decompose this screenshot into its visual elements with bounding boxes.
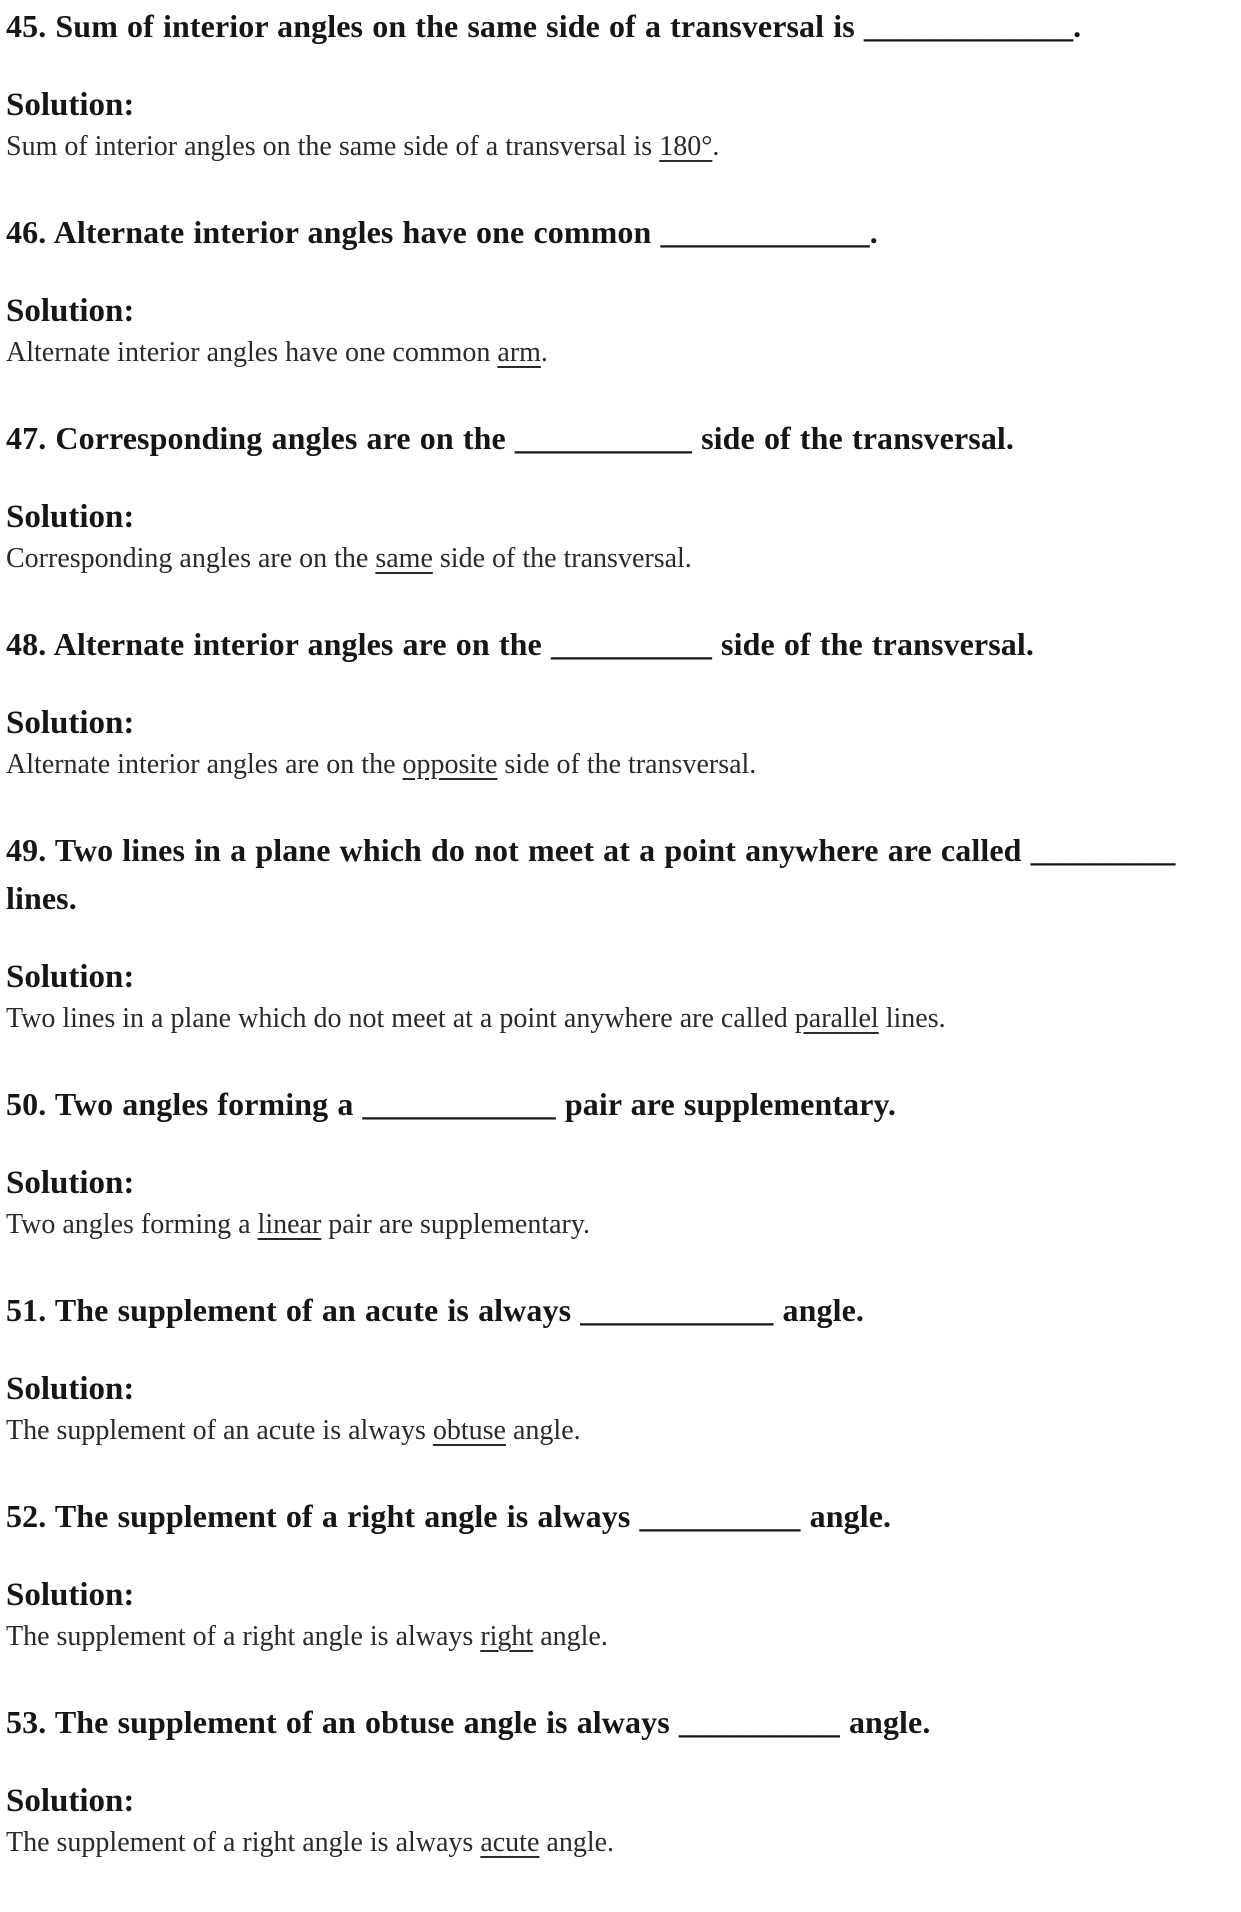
solution-answer: right — [480, 1621, 534, 1652]
solution-label: Solution: — [6, 293, 135, 329]
solution-suffix: . — [540, 337, 548, 368]
solution-label: Solution: — [6, 1371, 135, 1407]
qa-block-50 — [6, 1080, 1233, 1244]
solution-label: Solution: — [6, 87, 135, 123]
question-heading: 46. Alternate interior angles have one common _____________. — [6, 214, 878, 250]
solution-body — [6, 746, 1233, 784]
solution-suffix: . — [712, 131, 720, 162]
solution-answer: 180° — [659, 131, 713, 162]
solution-body — [6, 128, 1233, 166]
solution-answer: arm — [497, 337, 541, 368]
question-heading: 52. The supplement of a right angle is always __________ angle. — [6, 1498, 892, 1534]
solution-answer: parallel — [794, 1003, 879, 1034]
solution-body — [6, 1618, 1233, 1656]
solution-prefix: Alternate interior angles have one common — [6, 337, 498, 368]
question-heading: 47. Corresponding angles are on the ___________ side of the transversal. — [6, 420, 1015, 456]
solution-label: Solution: — [6, 499, 135, 535]
solution-body — [6, 540, 1233, 578]
qa-block-46 — [6, 208, 1233, 372]
qa-block-52 — [6, 1492, 1233, 1656]
question-heading: 49. Two lines in a plane which do not meet at a point anywhere are called _________ lines. — [6, 832, 1176, 916]
qa-block-51 — [6, 1286, 1233, 1450]
qa-block-45 — [6, 2, 1233, 166]
solution-prefix: Corresponding angles are on the — [6, 543, 376, 574]
solution-suffix: side of the transversal. — [432, 543, 692, 574]
question-heading: 50. Two angles forming a ____________ pair are supplementary. — [6, 1086, 896, 1122]
solution-answer: obtuse — [432, 1415, 506, 1446]
question-heading: 53. The supplement of an obtuse angle is always __________ angle. — [6, 1704, 931, 1740]
solution-suffix: angle. — [505, 1415, 581, 1446]
solution-body — [6, 334, 1233, 372]
solution-label: Solution: — [6, 1165, 135, 1201]
solution-suffix: pair are supplementary. — [321, 1209, 591, 1240]
qa-block-53 — [6, 1698, 1233, 1862]
solution-answer: same — [375, 543, 433, 574]
qa-block-48 — [6, 620, 1233, 784]
solution-prefix: The supplement of a right angle is always — [6, 1621, 481, 1652]
question-heading: 48. Alternate interior angles are on the __________ side of the transversal. — [6, 626, 1034, 662]
solution-prefix: The supplement of an acute is always — [6, 1415, 433, 1446]
solution-label: Solution: — [6, 959, 135, 995]
solution-body — [6, 1000, 1233, 1038]
solution-body — [6, 1412, 1233, 1450]
solution-answer: acute — [480, 1827, 540, 1858]
solution-label: Solution: — [6, 1783, 135, 1819]
solution-body — [6, 1206, 1233, 1244]
solution-suffix: side of the transversal. — [497, 749, 757, 780]
solution-prefix: Two lines in a plane which do not meet at a point anywhere are called — [6, 1003, 795, 1034]
solution-label: Solution: — [6, 705, 135, 741]
solution-answer: linear — [257, 1209, 322, 1240]
solution-prefix: Sum of interior angles on the same side of a transversal is — [6, 131, 660, 162]
solution-suffix: lines. — [878, 1003, 946, 1034]
solution-prefix: The supplement of a right angle is always — [6, 1827, 481, 1858]
solution-prefix: Two angles forming a — [6, 1209, 258, 1240]
solution-body — [6, 1824, 1233, 1862]
solution-suffix: angle. — [533, 1621, 608, 1652]
qa-block-49 — [6, 826, 1233, 1038]
question-heading: 45. Sum of interior angles on the same side of a transversal is _____________. — [6, 8, 1082, 44]
question-heading: 51. The supplement of an acute is always ____________ angle. — [6, 1292, 865, 1328]
solution-prefix: Alternate interior angles are on the — [6, 749, 403, 780]
solution-suffix: angle. — [539, 1827, 615, 1858]
solution-label: Solution: — [6, 1577, 135, 1613]
solution-answer: opposite — [402, 749, 498, 780]
qa-block-47 — [6, 414, 1233, 578]
